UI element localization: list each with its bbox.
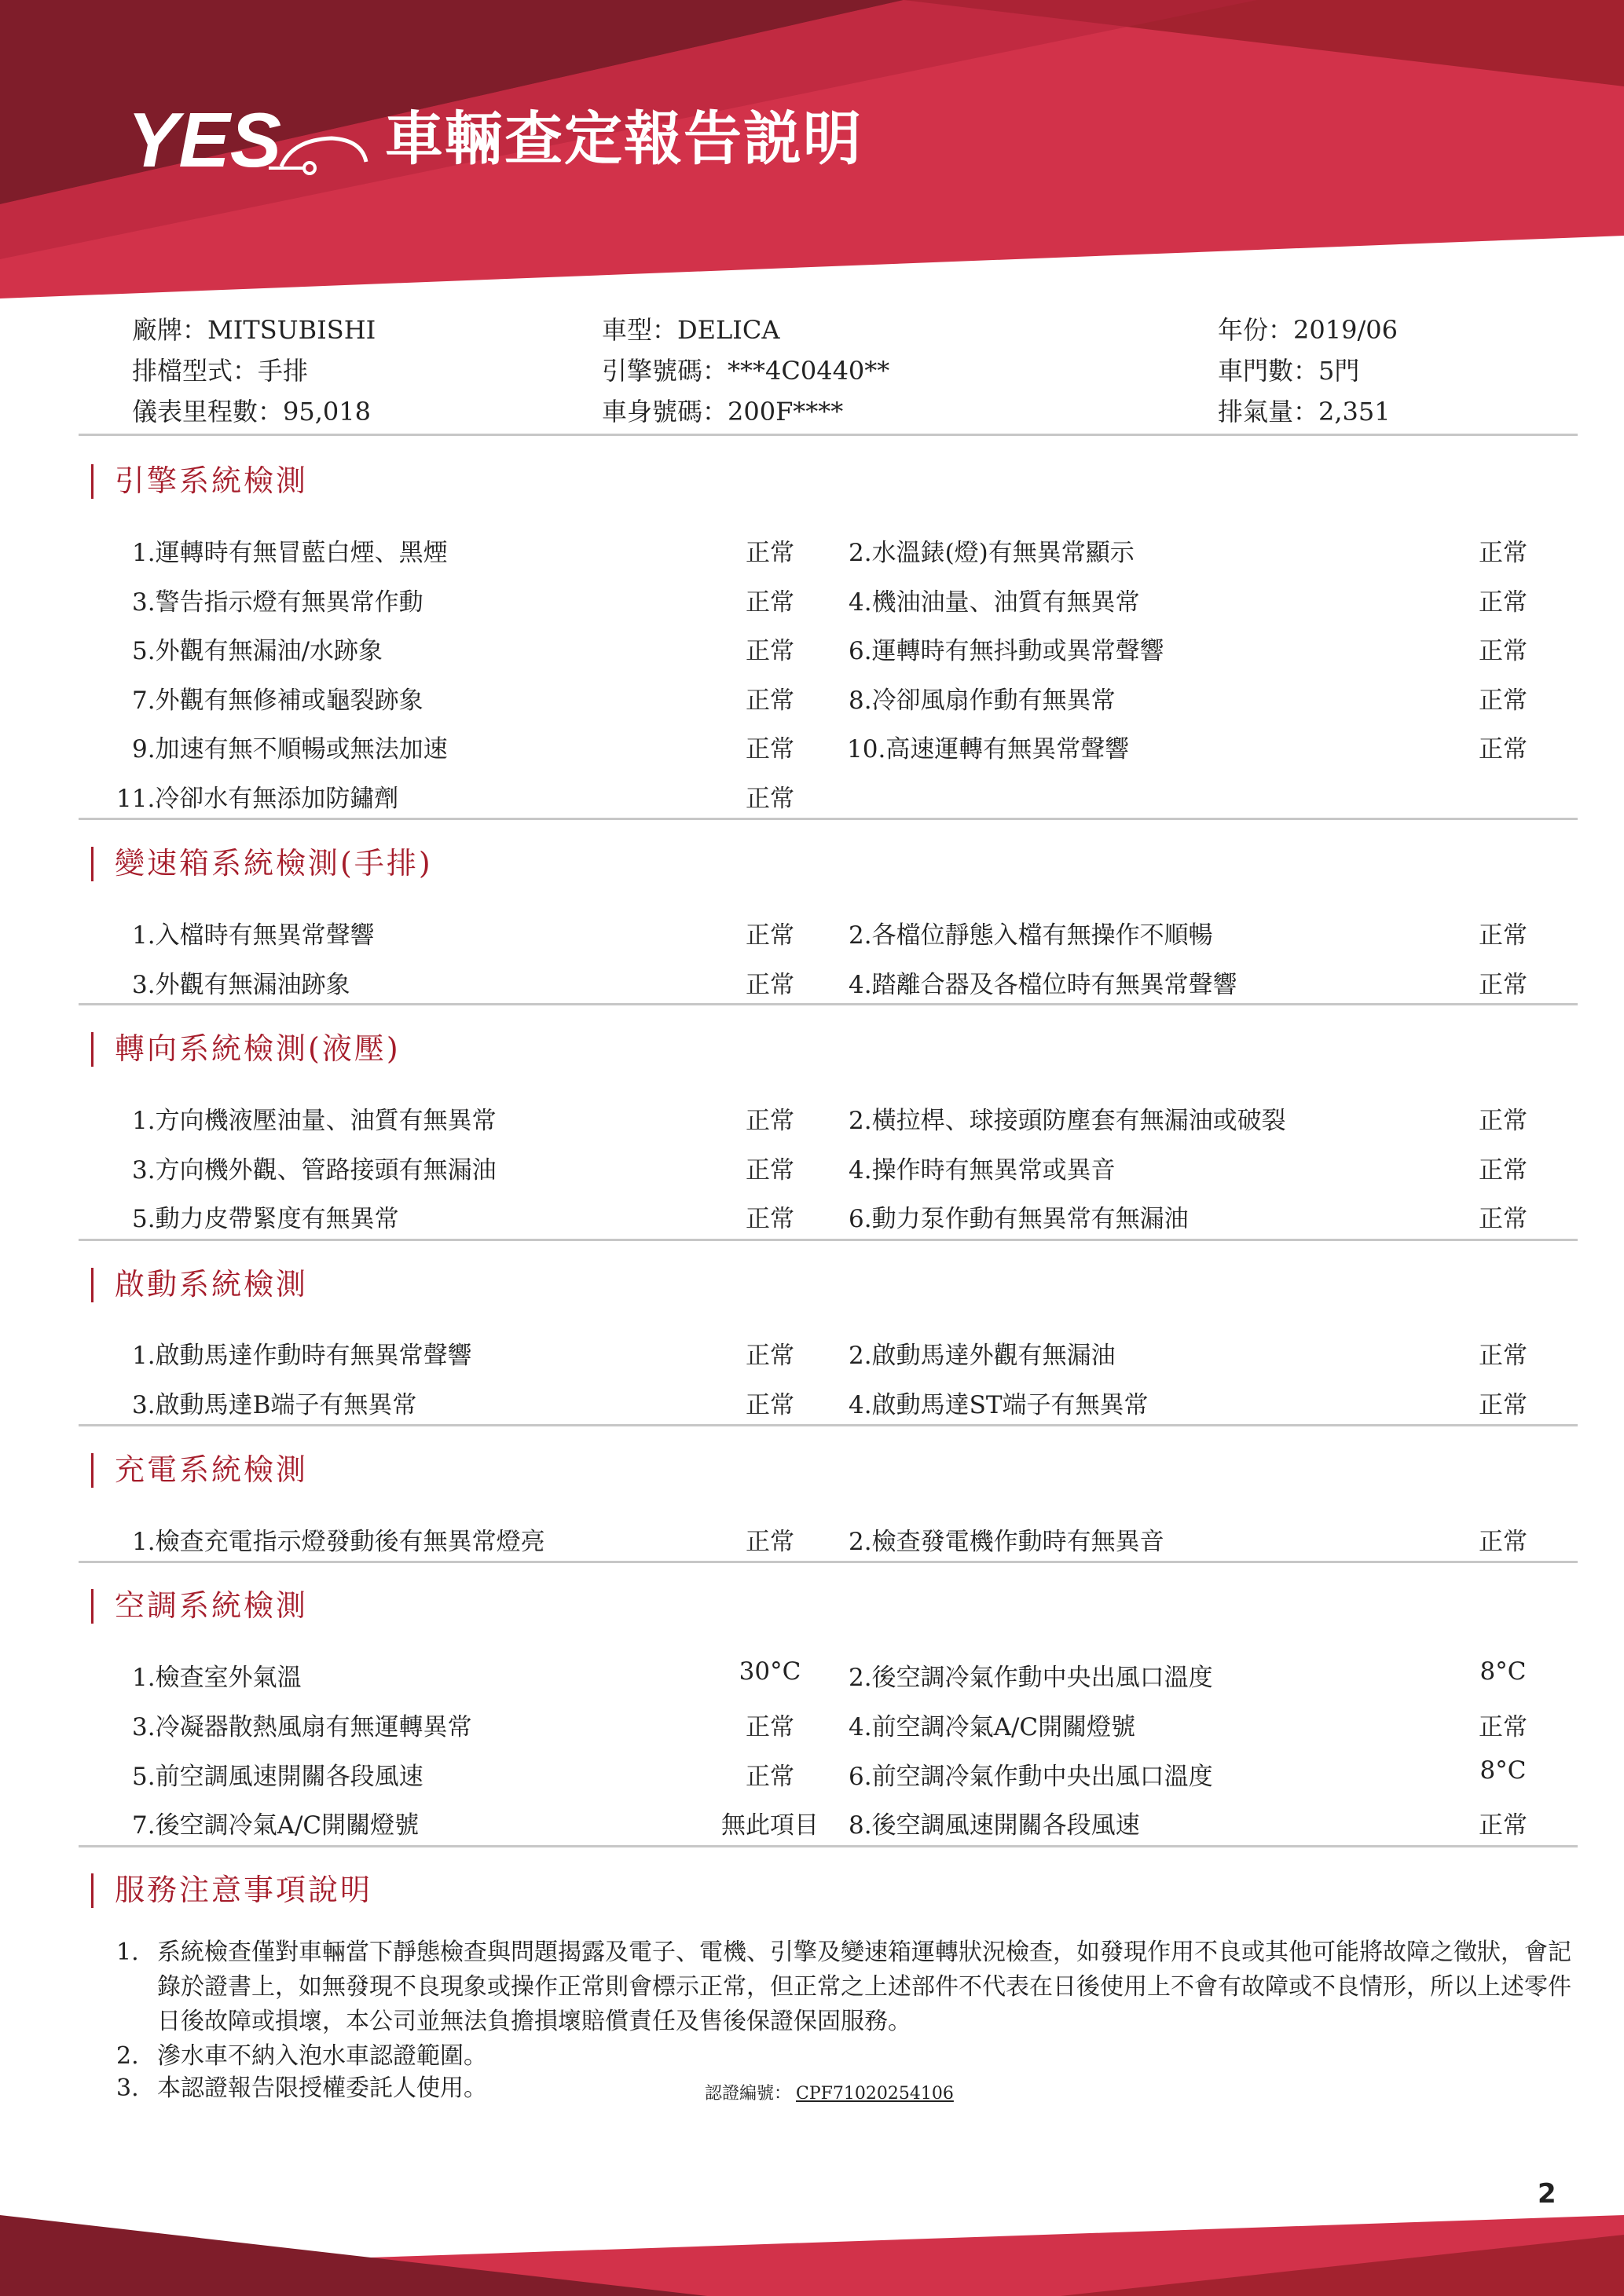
item-label: 2.各檔位靜態入檔有無操作不順暢	[849, 921, 1213, 950]
inspection-row	[0, 631, 1624, 665]
item-result: 正常	[746, 1342, 794, 1370]
info-body-no: 車身號碼：200F****	[602, 397, 844, 427]
item-label: 3.啟動馬達B端子有無異常	[132, 1391, 417, 1419]
item-label: 2.檢查發電機作動時有無異音	[849, 1528, 1164, 1556]
item-label: 7.外觀有無修補或龜裂跡象	[132, 687, 423, 715]
divider	[79, 1845, 1578, 1847]
item-label: 4.前空調冷氣A/C開關燈號	[849, 1713, 1136, 1741]
item-label: 8.冷卻風扇作動有無異常	[849, 687, 1116, 715]
item-label: 2.啟動馬達外觀有無漏油	[849, 1342, 1116, 1370]
item-result: 正常	[1479, 1391, 1527, 1419]
item-label: 1.檢查充電指示燈發動後有無異常燈亮	[132, 1528, 545, 1556]
info-brand: 廠牌：MITSUBISHI	[132, 315, 376, 345]
divider	[79, 1003, 1578, 1005]
item-label: 5.前空調風速開關各段風速	[132, 1763, 423, 1791]
info-row	[132, 392, 1578, 433]
item-label: 8.後空調風速開關各段風速	[849, 1811, 1140, 1840]
certificate-label: 認證編號：	[705, 2084, 792, 2104]
inspection-row	[0, 1657, 1624, 1692]
inspection-row	[0, 680, 1624, 715]
item-result: 正常	[1479, 735, 1527, 764]
item-result: 正常	[746, 687, 794, 715]
section-title-ac: 空調系統檢測	[97, 1591, 308, 1620]
item-label: 6.前空調冷氣作動中央出風口溫度	[849, 1763, 1213, 1791]
item-label: 4.啟動馬達ST端子有無異常	[849, 1391, 1149, 1419]
item-result: 正常	[746, 1763, 794, 1791]
info-doors: 車門數：5門	[1218, 356, 1360, 386]
page-number: 2	[1538, 2178, 1556, 2210]
item-label: 10.高速運轉有無異常聲響	[847, 735, 1130, 764]
item-label: 5.外觀有無漏油/水跡象	[132, 637, 383, 665]
info-row	[132, 351, 1578, 392]
item-label: 7.後空調冷氣A/C開關燈號	[132, 1811, 420, 1840]
item-result: 正常	[1479, 1342, 1527, 1370]
item-result: 正常	[746, 1107, 794, 1135]
info-transmission: 排檔型式：手排	[132, 356, 309, 386]
info-engine-no: 引擎號碼：***4C0440**	[602, 356, 890, 386]
inspection-row	[0, 1199, 1624, 1233]
certificate-code: CPF71020254106	[796, 2084, 954, 2104]
item-result: 正常	[1479, 1811, 1527, 1840]
item-label: 1.方向機液壓油量、油質有無異常	[132, 1107, 497, 1135]
divider	[79, 1561, 1578, 1563]
item-label: 3.冷凝器散熱風扇有無運轉異常	[132, 1713, 472, 1741]
note-item: 2. 滲水車不納入泡水車認證範圍。	[116, 2042, 487, 2070]
item-result: 正常	[746, 637, 794, 665]
item-result: 正常	[1479, 1528, 1527, 1556]
item-result: 正常	[1479, 539, 1527, 567]
inspection-row	[0, 778, 1624, 813]
item-label: 1.入檔時有無異常聲響	[132, 921, 375, 950]
item-label: 4.踏離合器及各檔位時有無異常聲響	[849, 971, 1237, 999]
item-result: 30°C	[739, 1657, 801, 1686]
section-title-starter: 啟動系統檢測	[97, 1269, 308, 1299]
item-label: 6.動力泵作動有無異常有無漏油	[849, 1205, 1189, 1233]
item-label: 4.機油油量、油質有無異常	[849, 588, 1140, 617]
item-result: 正常	[1479, 1713, 1527, 1741]
item-result: 正常	[746, 971, 794, 999]
inspection-row	[0, 965, 1624, 999]
inspection-row	[0, 1522, 1624, 1556]
inspection-row	[0, 1707, 1624, 1741]
item-result: 正常	[1479, 637, 1527, 665]
item-result: 正常	[746, 1205, 794, 1233]
item-result: 正常	[746, 785, 794, 813]
item-label: 3.方向機外觀、管路接頭有無漏油	[132, 1156, 497, 1185]
info-row	[132, 310, 1578, 351]
yes-logo	[126, 94, 369, 181]
inspection-row	[0, 1150, 1624, 1185]
section-title-steering: 轉向系統檢測(液壓)	[97, 1034, 401, 1064]
item-result: 正常	[746, 921, 794, 950]
svg-text:YES: YES	[127, 97, 282, 181]
inspection-row	[0, 582, 1624, 617]
divider	[79, 1424, 1578, 1426]
inspection-row	[0, 915, 1624, 950]
section-title-engine: 引擎系統檢測	[97, 466, 308, 496]
item-label: 2.水溫錶(燈)有無異常顯示	[849, 539, 1135, 567]
item-label: 2.橫拉桿、球接頭防塵套有無漏油或破裂	[849, 1107, 1286, 1135]
item-result: 正常	[1479, 1107, 1527, 1135]
inspection-row	[0, 1756, 1624, 1791]
section-title-notes: 服務注意事項說明	[97, 1875, 372, 1905]
inspection-row	[0, 533, 1624, 567]
inspection-row	[0, 1385, 1624, 1419]
item-result: 正常	[746, 588, 794, 617]
item-result: 正常	[746, 539, 794, 567]
section-title-charging: 充電系統檢測	[97, 1455, 308, 1485]
section-title-transmission: 變速箱系統檢測(手排)	[97, 848, 433, 878]
item-label: 1.運轉時有無冒藍白煙、黑煙	[132, 539, 448, 567]
divider	[79, 818, 1578, 820]
item-result: 正常	[1479, 588, 1527, 617]
item-label: 6.運轉時有無抖動或異常聲響	[849, 637, 1164, 665]
item-result: 正常	[746, 1391, 794, 1419]
item-result: 正常	[1479, 1205, 1527, 1233]
item-result: 正常	[746, 1713, 794, 1741]
info-mileage: 儀表里程數：95,018	[132, 397, 371, 427]
note-item: 1. 系統檢查僅對車輛當下靜態檢查與問題揭露及電子、電機、引擎及變速箱運轉狀況檢查，如發現作用不良或其他可能將故障之徵狀，會記錄於證書上，如無發現不良現象或操作正常則會標示正常，但正常之上述部件不代表在日後使用上不會有故障或不良情形，所以上述零件日後故障或損壞，本公司並無法負擔損壞賠償責任及售後保證保固服務。	[116, 1939, 1571, 2035]
info-model: 車型：DELICA	[602, 315, 780, 345]
note-item: 3. 本認證報告限授權委託人使用。	[116, 2074, 487, 2102]
divider	[79, 1239, 1578, 1241]
item-result: 8°C	[1479, 1657, 1527, 1686]
footer-banner	[0, 2215, 1624, 2296]
item-result: 正常	[1479, 687, 1527, 715]
item-result: 正常	[1479, 1156, 1527, 1185]
item-result: 正常	[746, 1528, 794, 1556]
inspection-row	[0, 1805, 1624, 1840]
info-displacement: 排氣量：2,351	[1218, 397, 1391, 427]
item-label: 4.操作時有無異常或異音	[849, 1156, 1116, 1185]
report-title: 車輛查定報告説明	[385, 105, 863, 173]
item-label: 3.警告指示燈有無異常作動	[132, 588, 423, 617]
item-result: 正常	[1479, 971, 1527, 999]
inspection-row	[0, 729, 1624, 764]
vehicle-info	[132, 310, 1578, 433]
item-result: 正常	[746, 1156, 794, 1185]
item-label: 11.冷卻水有無添加防鏽劑	[116, 785, 399, 813]
item-label: 2.後空調冷氣作動中央出風口溫度	[849, 1664, 1213, 1692]
certificate-number	[705, 2080, 954, 2104]
item-label: 5.動力皮帶緊度有無異常	[132, 1205, 399, 1233]
item-result: 正常	[1479, 921, 1527, 950]
item-label: 9.加速有無不順暢或無法加速	[132, 735, 448, 764]
item-result: 無此項目	[721, 1811, 819, 1840]
inspection-row	[0, 1100, 1624, 1135]
inspection-row	[0, 1335, 1624, 1370]
item-result: 正常	[746, 735, 794, 764]
divider	[79, 434, 1578, 436]
item-label: 1.啟動馬達作動時有無異常聲響	[132, 1342, 472, 1370]
item-result: 8°C	[1479, 1756, 1527, 1785]
item-label: 1.檢查室外氣溫	[132, 1664, 302, 1692]
item-label: 3.外觀有無漏油跡象	[132, 971, 350, 999]
info-year: 年份：2019/06	[1218, 315, 1398, 345]
